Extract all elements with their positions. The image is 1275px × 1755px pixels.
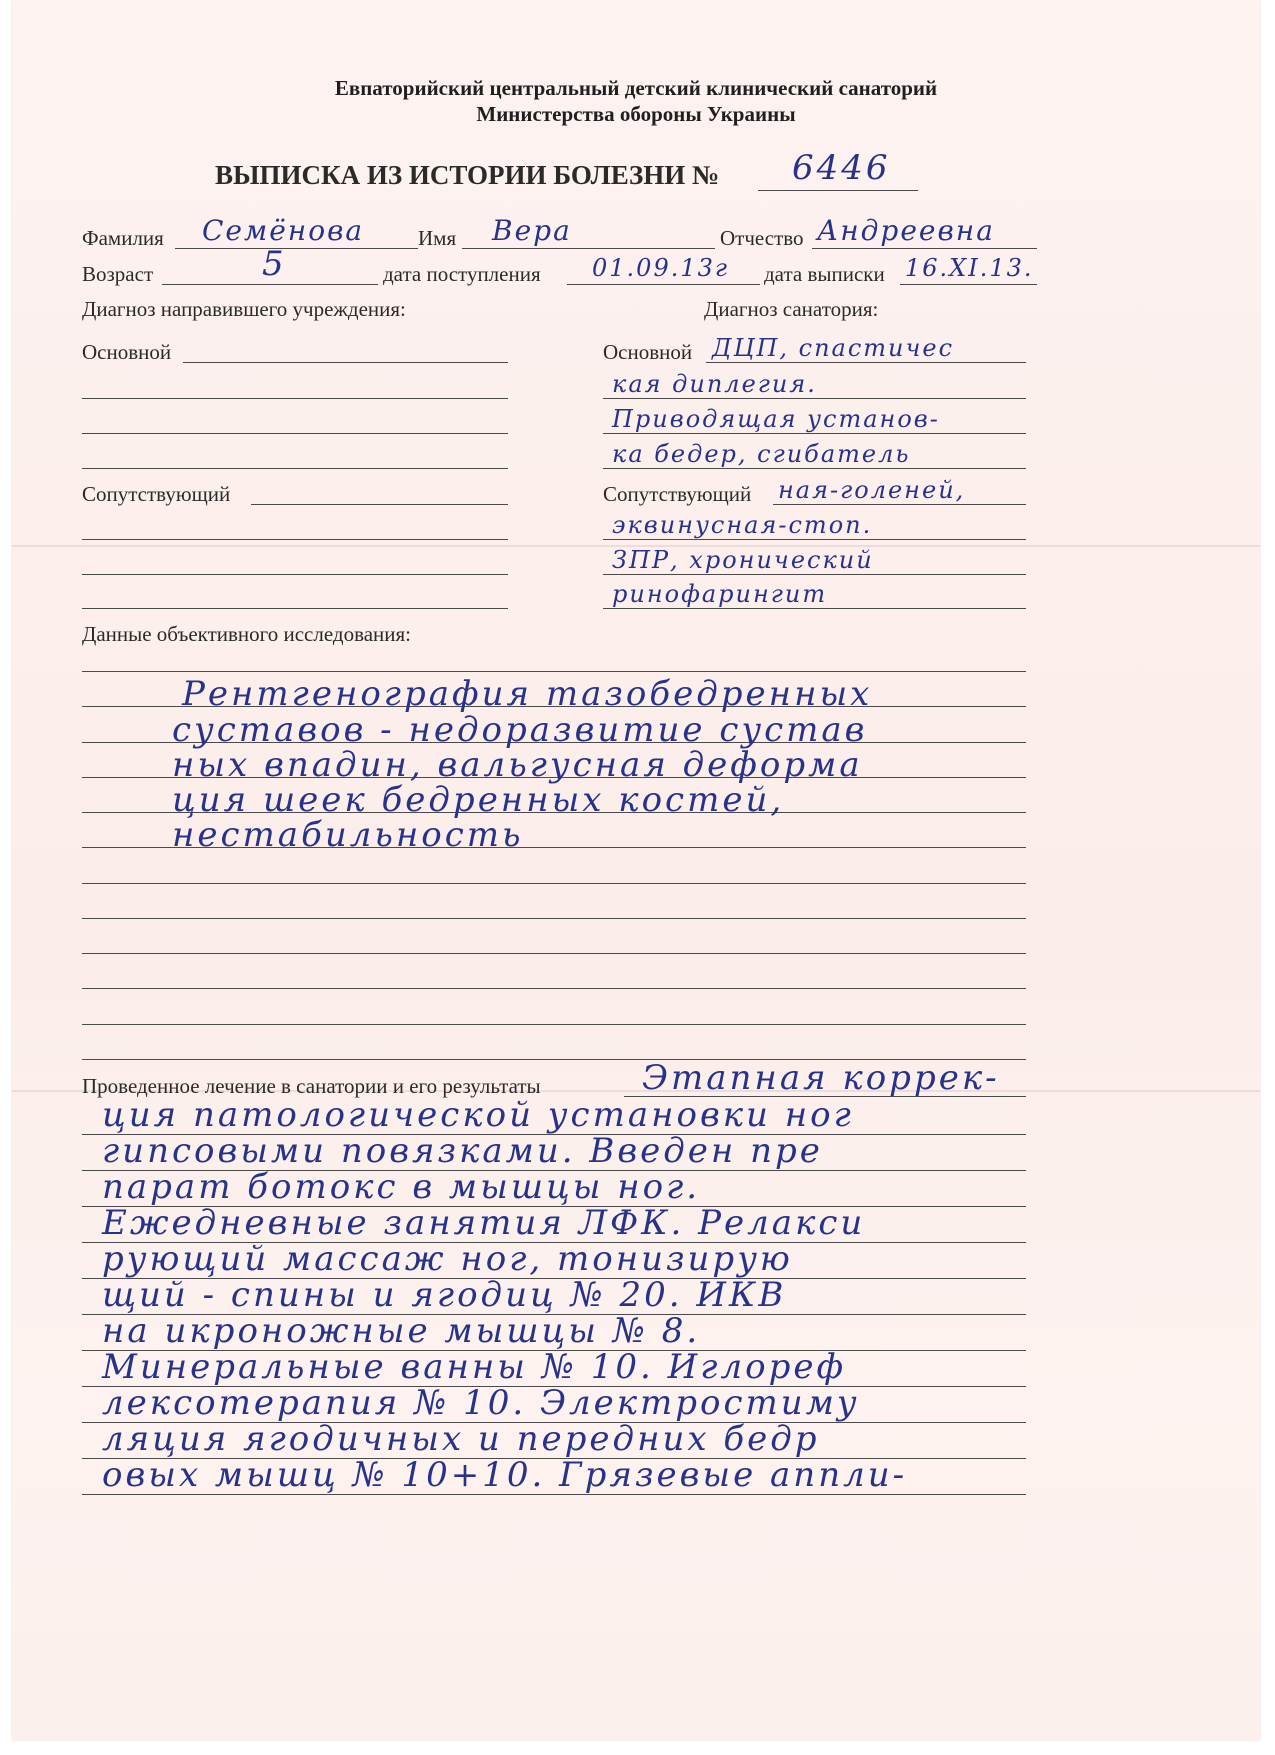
treatment-text: на икроножные мышцы № 8. (102, 1311, 701, 1351)
objective-line (82, 883, 1026, 884)
objective-line (82, 953, 1026, 954)
sanatorium-main-label: Основной (603, 340, 693, 364)
objective-line (82, 1024, 1026, 1025)
treatment-heading: Проведенное лечение в санатории и его результаты (82, 1074, 541, 1098)
sanatorium-concomitant-label: Сопутствующий (603, 482, 752, 506)
objective-text: нестабильность (172, 815, 524, 855)
patronymic-value: Андреевна (817, 214, 995, 247)
objective-text: ных впадин, вальгусная деформа (172, 745, 863, 785)
treatment-text: ляция ягодичных и передних бедр (102, 1419, 820, 1459)
referring-concomitant-line (82, 574, 508, 575)
institution-line-2: Министерства обороны Украины (476, 102, 796, 126)
treatment-text: Ежедневные занятия ЛФК. Релакси (102, 1203, 866, 1243)
sanatorium-concomitant-text: ринофарингит (612, 580, 828, 608)
record-number: 6446 (792, 148, 891, 188)
objective-line (82, 918, 1026, 919)
sanatorium-main-text: Приводящая установ- (612, 405, 940, 433)
surname-label: Фамилия (82, 226, 164, 250)
referring-main-line (82, 433, 508, 434)
treatment-text: лексотерапия № 10. Электростиму (102, 1383, 860, 1423)
referring-diagnosis-heading: Диагноз направившего учреждения: (82, 297, 406, 321)
treatment-text: ция патологической установки ног (102, 1095, 854, 1135)
age-label: Возраст (82, 262, 154, 286)
objective-text: ция шеек бедренных костей, (172, 780, 785, 820)
sanatorium-concomitant-text: ная-голеней, (778, 476, 966, 504)
sanatorium-main-text: ДЦП, спастичес (712, 334, 955, 362)
sanatorium-main-text: кая диплегия. (612, 370, 817, 398)
objective-text: Рентгенография тазобедренных (182, 674, 873, 714)
objective-text: суставов - недоразвитие сустав (172, 710, 868, 750)
referring-concomitant-label: Сопутствующий (82, 482, 231, 506)
admission-date: 01.09.13г (592, 254, 730, 282)
treatment-text: овых мышц № 10+10. Грязевые аппли- (102, 1455, 908, 1495)
treatment-text: Минеральные ванны № 10. Иглореф (102, 1347, 847, 1387)
age-value: 5 (262, 244, 287, 284)
sanatorium-concomitant-text: ЗПР, хронический (612, 546, 874, 574)
record-number-line (758, 190, 918, 191)
discharge-label: дата выписки (764, 262, 885, 286)
discharge-date: 16.XI.13. (905, 254, 1034, 282)
sanatorium-concomitant-text: эквинусная-стоп. (612, 511, 873, 539)
objective-line (82, 988, 1026, 989)
sanatorium-diagnosis-heading: Диагноз санатория: (704, 297, 879, 321)
referring-main-line (82, 468, 508, 469)
treatment-text: парат ботокс в мышцы ног. (102, 1167, 701, 1207)
age-line (162, 284, 378, 285)
sanatorium-main-text: ка бедер, сгибатель (612, 440, 911, 468)
treatment-text: Этапная коррек- (642, 1058, 1000, 1098)
referring-main-label: Основной (82, 340, 172, 364)
referring-main-line (183, 362, 508, 363)
name-label: Имя (418, 226, 457, 250)
referring-concomitant-line (251, 504, 508, 505)
treatment-text: рующий массаж ног, тонизирую (102, 1239, 793, 1279)
patronymic-label: Отчество (720, 226, 804, 250)
treatment-text: гипсовыми повязками. Введен пре (102, 1131, 823, 1171)
referring-concomitant-line (82, 608, 508, 609)
treatment-text: щий - спины и ягодиц № 20. ИКВ (102, 1275, 787, 1315)
referring-main-line (82, 398, 508, 399)
surname-value: Семёнова (202, 214, 365, 247)
admission-label: дата поступления (383, 262, 541, 286)
objective-line (82, 671, 1026, 672)
document-sheet (12, 0, 1260, 1740)
institution-line-1: Евпаторийский центральный детский клинический санаторий (334, 76, 938, 100)
referring-concomitant-line (82, 539, 508, 540)
name-value: Вера (492, 214, 572, 247)
objective-heading: Данные объективного исследования: (82, 622, 411, 646)
document-title: ВЫПИСКА ИЗ ИСТОРИИ БОЛЕЗНИ № (215, 160, 720, 190)
